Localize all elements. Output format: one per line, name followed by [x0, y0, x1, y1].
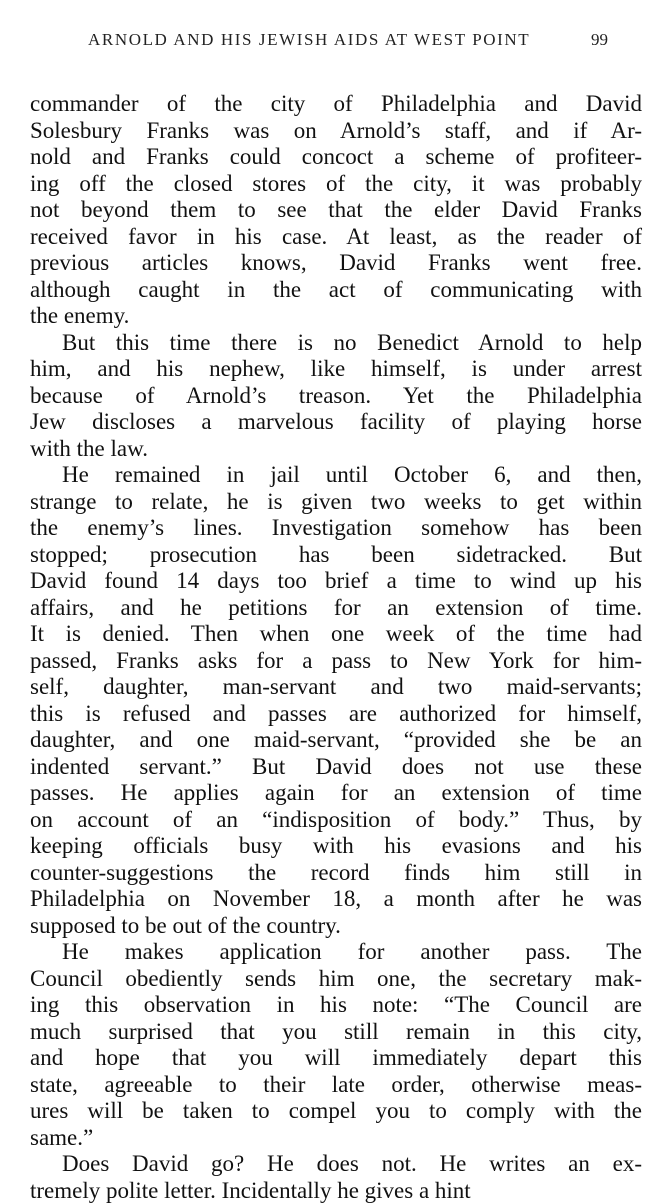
text-line: David found 14 days too brief a time to wind up his [30, 568, 642, 595]
text-line: him, and his nephew, like himself, is under arrest [30, 356, 642, 383]
text-line: with the law. [30, 436, 642, 463]
text-line: Solesbury Franks was on Arnold’s staff, and if Ar- [30, 118, 642, 145]
paragraph [30, 91, 642, 330]
text-line: stopped; prosecution has been sidetracked. But [30, 542, 642, 569]
text-line: although caught in the act of communicating with [30, 277, 642, 304]
text-line: because of Arnold’s treason. Yet the Philadelphia [30, 383, 642, 410]
text-line: Philadelphia on November 18, a month after he was [30, 886, 642, 913]
text-line: state, agreeable to their late order, otherwise meas- [30, 1072, 642, 1099]
running-header [88, 30, 608, 54]
text-line: self, daughter, man-servant and two maid-servants; [30, 674, 642, 701]
text-line: supposed to be out of the country. [30, 913, 642, 940]
text-line: same.” [30, 1125, 642, 1152]
text-line: not beyond them to see that the elder David Franks [30, 197, 642, 224]
text-line: He remained in jail until October 6, and then, [30, 462, 642, 489]
text-line: strange to relate, he is given two weeks to get within [30, 489, 642, 516]
text-line: received favor in his case. At least, as the reader of [30, 224, 642, 251]
paragraph [30, 330, 642, 463]
paragraph [30, 1151, 642, 1204]
paragraph [30, 939, 642, 1151]
text-line: much surprised that you still remain in this city, [30, 1019, 642, 1046]
body-text [30, 91, 642, 1204]
text-line: affairs, and he petitions for an extension of time. [30, 595, 642, 622]
text-line: ing off the closed stores of the city, it was probably [30, 171, 642, 198]
running-title: ARNOLD AND HIS JEWISH AIDS AT WEST POINT [88, 30, 530, 50]
text-line: tremely polite letter. Incidentally he gives a hint [30, 1178, 642, 1204]
text-line: daughter, and one maid-servant, “provided she be an [30, 727, 642, 754]
text-line: the enemy. [30, 303, 642, 330]
page-number: 99 [591, 30, 608, 50]
text-line: counter-suggestions the record finds him still in [30, 860, 642, 887]
text-line: He makes application for another pass. The [30, 939, 642, 966]
text-line: Jew discloses a marvelous facility of playing horse [30, 409, 642, 436]
text-line: It is denied. Then when one week of the time had [30, 621, 642, 648]
paragraph [30, 462, 642, 939]
text-line: ures will be taken to compel you to comply with the [30, 1098, 642, 1125]
text-line: this is refused and passes are authorized for himself, [30, 701, 642, 728]
text-line: previous articles knows, David Franks went free. [30, 250, 642, 277]
text-line: indented servant.” But David does not use these [30, 754, 642, 781]
text-line: ing this observation in his note: “The Council are [30, 992, 642, 1019]
text-line: passed, Franks asks for a pass to New York for him- [30, 648, 642, 675]
text-line: Council obediently sends him one, the secretary mak- [30, 966, 642, 993]
text-line: the enemy’s lines. Investigation somehow has been [30, 515, 642, 542]
text-line: on account of an “indisposition of body.” Thus, by [30, 807, 642, 834]
text-line: and hope that you will immediately depart this [30, 1045, 642, 1072]
text-line: keeping officials busy with his evasions and his [30, 833, 642, 860]
text-line: commander of the city of Philadelphia and David [30, 91, 642, 118]
text-line: But this time there is no Benedict Arnold to help [30, 330, 642, 357]
text-line: passes. He applies again for an extension of time [30, 780, 642, 807]
text-line: Does David go? He does not. He writes an ex- [30, 1151, 642, 1178]
text-line: nold and Franks could concoct a scheme of profiteer- [30, 144, 642, 171]
